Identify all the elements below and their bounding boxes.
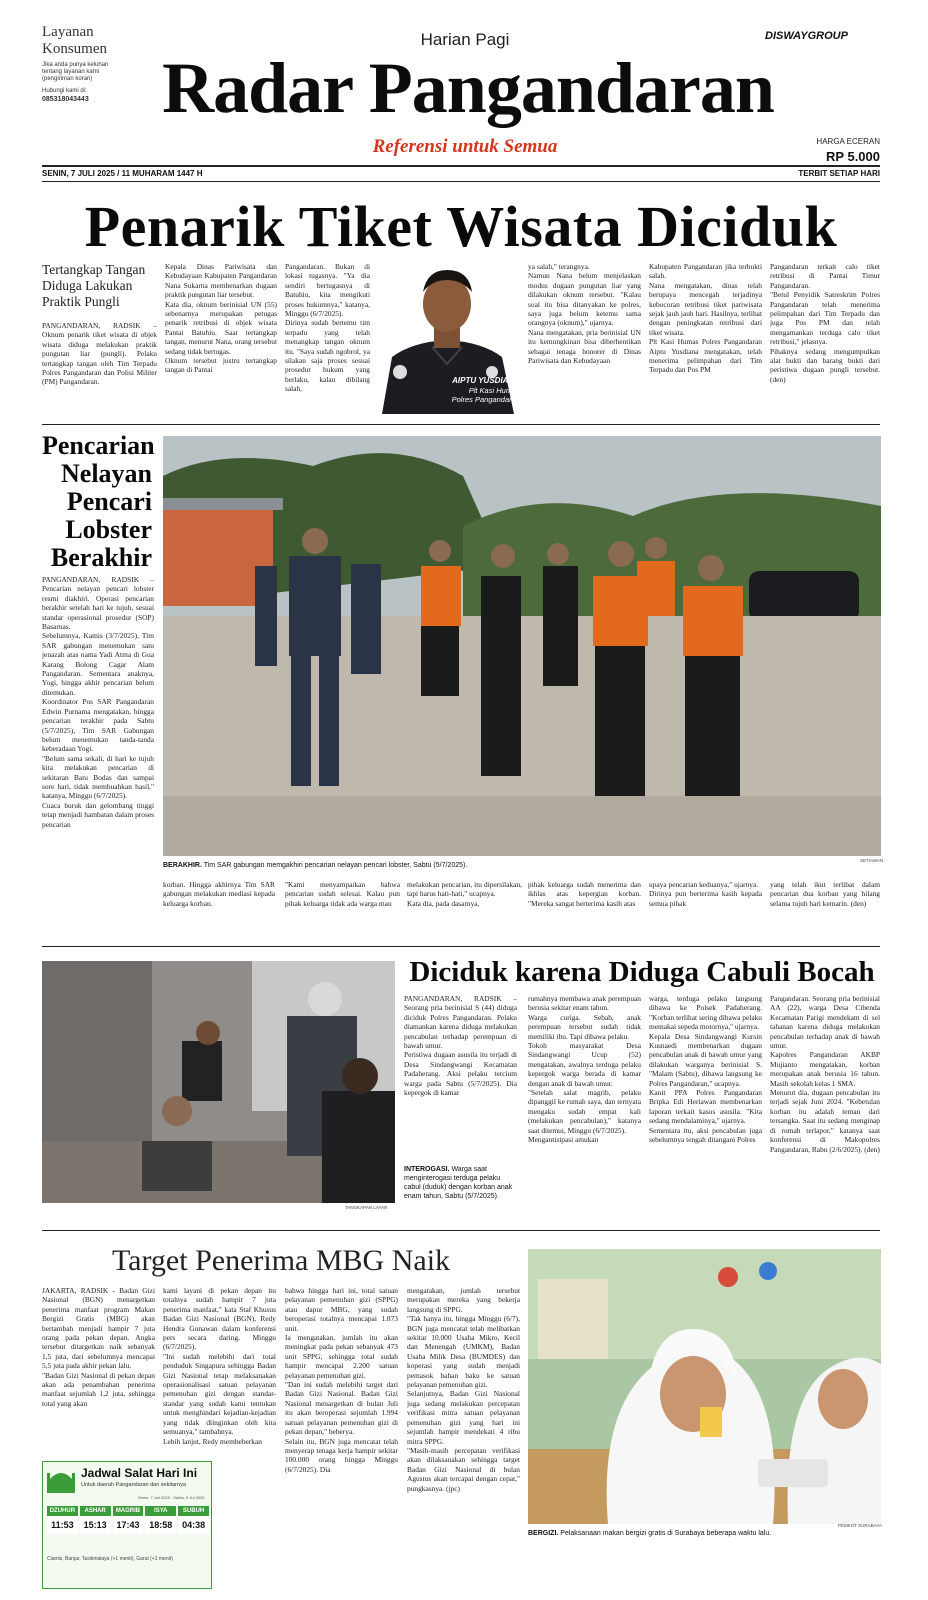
story4-mbg-photo (528, 1249, 881, 1524)
jadwal-slot-time: 15:13 (80, 1516, 111, 1534)
story3-caption-text: Warga saat menginterogasi terduga pelaku cabul (duduk) dengan korban anak enam tahun, Sabtu (5/7/2025). (404, 1166, 513, 1200)
masthead (0, 0, 928, 185)
disway-group-logo: DISWAYGROUP (765, 30, 848, 42)
story1-col6: Pangandaran terkait calo tiket retribusi di Pantai Timur Pangandaran. "Betul Penyidik Satreskrim Polres Pangandaran telah menerima pelimpahan dari Tim Terpadu dan juga Pos PM dan telah mengamankan terduga calo tiket retribusi," jelasnya. Pihaknya sedang mengumpulkan alat bukti dan barang bukti dari peristiwa dugaan pungli tersebut. (den) (770, 262, 880, 384)
story1-divider (42, 424, 880, 425)
story2-photo-credit: SETIAWAN (860, 858, 884, 863)
story4-col3: bahwa hingga hari ini, total satuan pelayanan pemenuhan gizi (SPPG) atau dapur MBG, yang sudah beroperasi totalnya mencapai 1.873 unit. Ia mengatakan, jumlah itu akan meningkat pada pekan sebanyak 473 unit SPPG, sehingga total sudah hampir mencapai 2.200 satuan pelayanan pemenuhan gizi. "Dan ini sudah melebihi target dari Badan Gizi Nasional. Badan Gizi Nasional menargetkan di bulan Juli itu akan beroperasi sejumlah 1.994 satuan pelayanan pemenuhan gizi di pekan depan," beberya. Selain itu, BGN juga mencatat telah menyerap tenaga kerja hampir sekitar 100.000 orang hingga Minggu (6/7/2025). Dia (285, 1286, 398, 1474)
story3-col4: Pangandaran. Seorang pria berinisial AA (22), warga Desa Cibenda Kecamatan Parigi mendekam di sel tahanan karena diduga melakukan pencabulan terhadap anak di bawah umur. Kapolres Pangandaran AKBP Mujianto mengatakan, korban merupakan anak berusia 16 tahun. Masih sekolah kelas 1 SMA. Menurut dia, dugaan pencabulan itu terjadi sejak Juni 2024. "Kebetulan korban itu adalah teman dari tersangka. Saat itu sedang menginap di rumah terlapor," katanya saat konferensi di Makopolres Pangandaran, Rabu (2/6/2025). (den) (770, 994, 880, 1154)
issue-date: SENIN, 7 JULI 2025 / 11 MUHARAM 1447 H (42, 169, 203, 178)
jadwal-slot-name: MAGRIB (113, 1506, 144, 1516)
date-rule (42, 181, 880, 182)
story4-headline: Target Penerima MBG Naik (111, 1244, 451, 1277)
jadwal-slot-time: 11:53 (47, 1516, 78, 1534)
photo-role: Plt Kasi Humas Polres Pangandaran (451, 386, 520, 404)
story1-portrait-photo (372, 262, 522, 414)
story2-col1: PANGANDARAN, RADSIK – Pencarian nelayan pencari lobster resmi diakhiri. Operasi pencarian berakhir setelah hari ke tujuh, sesuai standar operasional prosedur (SOP) Basarnas. Sebelumnya, Kamis (3/7/2025), Tim SAR gabungan menemukan satu jenazah atas nama Yadi Atma di Gua Karang Bolong Cagar Alam Pangandaran. Sementara anaknya, Yogi, hingga akhir pencarian belum ditemukan. Koordinator Pos SAR Pangandaran Edwin Purnama mengatakan, hingga pencarian terakhir pada Sabtu (5/7/2025), Tim SAR Gabungan belum menemukan tanda-tanda keberadaan Yogi. "Belum sama sekali, di hari ke tujuh kita melakukan pencarian di sekitaran Batu Bodas dan sampai sore hari, tidak membuahkan hasil," katanya, Minggu (6/7/2025). Cuaca buruk dan gelombang tinggi tetap menjadi hambatan dalam proses pencarian (42, 575, 154, 829)
jadwal-title: Jadwal Salat Hari Ini (81, 1466, 198, 1480)
story2-headline: Pencarian Nelayan Pencari Lobster Berakhir (42, 431, 155, 572)
harga-label: HARGA ECERAN (816, 137, 880, 146)
story2-col7: yang telah ikut terlibat dalam pencarian dua korban yang hilang selama tujuh hari kemarin. (den) (770, 880, 880, 908)
story3-headline: Diciduk karena Diduga Cabuli Bocah (409, 956, 875, 988)
story4-caption-label: BERGIZI. (528, 1530, 559, 1537)
story2-caption-text: Tim SAR gabungan memgakhiri pencarian nelayan pencari lobster, Sabtu (5/7/2025). (201, 862, 468, 869)
terbit-label: TERBIT SETIAP HARI (798, 169, 880, 178)
photo-name: AIPTU YUSDIANA (452, 376, 520, 385)
jadwal-slot-dzuhur (47, 1506, 78, 1550)
story3-divider (42, 1230, 880, 1231)
layanan-phone: 085318043443 (42, 96, 89, 103)
story1-col1: PANGANDARAN, RADSIK – Oknum penarik tiket wisata di objek wisata diduga melakukan praktik pungutan liar (pungli). Pelaku tertangkap tangan oleh Tim Terpadu Polres Pangandaran dan Polisi Militer (PM) Pangandaran. (42, 321, 157, 387)
layanan-note: Jika anda punya keluhan tentang layanan kami (pengiriman koran) (42, 62, 109, 82)
jadwal-slot-name: ASHAR (80, 1506, 111, 1516)
story2-col5: pihak keluarga sudah menerima dan ikhlas atas kepergian korban. "Mereka sangat berterima kasih atas (528, 880, 641, 908)
story3-photo-credit: TANGKAPAN LAYAR (345, 1205, 388, 1210)
jadwal-slot-subuh (178, 1506, 209, 1550)
story1-col5: Kabupaten Pangandaran jika terbukti salah. Nana mengatakan, dinas telah berupaya mencegah terjadinya kebocoran retribusi tiket pariwisata sejak jauh jauh hari. Hasilnya, terlihat dengan peningkatan retribusi dari tiket wisata. Plt Kasi Humas Polres Pangandaran Aiptu Yusdiana mengatakan, telah menerima pelimpahan dari Tim Terpadu dan Pos PM (649, 262, 762, 375)
layanan-konsumen: Layanan Konsumen (42, 24, 107, 57)
jadwal-date: Senin, 7 Juli 2025 - Sabtu, 5 Jul 2025 (138, 1495, 205, 1500)
story3-col2: rumahnya membawa anak perempuan berusia sekitar enam tahun. Warga curiga. Sebab, anak perempuan tersebut sudah tidak memiliki ibu. Tapi dibawa pelaku. Tokoh masyarakat Desa Sindangwangi Ucup (52) mengatakan, awalnya terduga pelaku kepergok warga berada di kamar dengan anak di bawah umur. "Setelah salat magrib, pelaku dipanggil ke rumah saya, dan ternyata mengaku sudah empat kali (melakukan pencabulan)," katanya saat ditemui, Minggu (6/7/2025). Mengantisipasi amukan (528, 994, 641, 1145)
story4-caption (528, 1529, 881, 1538)
masthead-tagline: Referensi untuk Semua (372, 136, 558, 157)
story3-col3: warga, terduga pelaku langsung dibawa ke Polsek Padaherang. "Korban terlihat sering dibawa pelaku memakai sepeda motornya," ujarnya. Kepala Desa Sindangwangi Kursin Kusnaedi membenarkan dugaan pencabulan anak di bawah umur yang dilakukan warganya berinisial S. "Malam (Sabtu), dibawa langsung ke Polres Pangandaran," ucapnya. Kanit PPA Polres Pangandaran Bripka Edi Heriawan membenarkan laporan terkait kasus asusila. "Kita sedang mendalaminya," ujarnya. Sementara itu, aksi pencabulan juga sebelumnya tengah ditangani Polres (649, 994, 762, 1145)
jadwal-slot-time: 04:38 (178, 1516, 209, 1534)
jadwal-slot-time: 18:58 (145, 1516, 176, 1534)
story4-photo-credit: PEMKOT SURABAYA (838, 1523, 883, 1528)
story4-col4: mengatakan, jumlah tersebut merupakan mereka yang bekerja langsung di SPPG. "Tak hanya itu, hingga Minggu (6/7), BGN juga mencatat telah melibatkan sekitar 10.000 Usaha Mikro, Kecil dan Menengah (UMKM), Badan Usaha Milik Desa (BUMDES) dan koperasi yang sudah menjadi pemasok bahan baku ke satuan pelayanan pemenuhan gizi. Selanjutnya, Badan Gizi Nasional juga sedang melakukan percepatan verifikasi mitra satuan pelayanan pemenuhan gizi yang hari ini sejumlah hampir mendekati 4 ribu mitra SPPG. "Masih-masih percepatan verifikasi akan dilaksanakan sehingga target Badan Gizi Nasional di bulan Agustus akan tercapai dengan cepat," pungkasnya. (jpc) (407, 1286, 520, 1493)
story1-headline: Penarik Tiket Wisata Diciduk (84, 194, 838, 259)
jadwal-salat-box (42, 1461, 212, 1589)
story2-col6: upaya pencarian keduanya," ujarnya. Dirinya pun berterima kasih kepada semua pihak (649, 880, 762, 908)
story1-col2: Kepala Dinas Pariwisata dan Kebudayaan Kabupaten Pangandaran Nana Sukarna membenarkan dugaan praktik pungutan liar tersebut. Kata dia, oknum berinisial UN (55) sebenarnya merupakan petugas penarik retribusi di objek wisata Pantai Batuhiu. Saat tertangkap tangan, menurut Nana, orang tersebut sedang tidak bertugas. Oknum tersebut justru tertangkap tangan di Pantai (165, 262, 277, 375)
jadwal-slot-isya (145, 1506, 176, 1550)
story3-caption (404, 1165, 517, 1201)
story1-col4: ya salah," terangnya. Namun Nana belum menjelaskan modus dugaan pungutan liar yang dilakukan oknum tersebut. "Kalau soal itu bisa ditanyakan ke polres, saya juga belum ketemu sama orangnya (oknum)," ujarnya. Nana mengatakan, pria berinisial UN itu kemungkinan bisa diberhentikan sebagai tenaga honorer di Dinas Pariwisata dan Kebudayaan (528, 262, 641, 366)
story2-col2: korban. Hingga akhirnya Tim SAR gabungan melakukan mediasi kepada keluarga korban. (163, 880, 275, 908)
masthead-title: Radar Pangandaran (162, 48, 774, 128)
jadwal-slot-name: ISYA (145, 1506, 176, 1516)
jadwal-slot-ashar (80, 1506, 111, 1550)
layanan-hubungi: Hubungi kami di: (42, 88, 87, 94)
story2-sar-photo (163, 436, 881, 856)
jadwal-times (47, 1506, 209, 1550)
jadwal-note: Ciamis, Banjar, Tasikmalaya (+1 menit), Garut (+1 menit) (47, 1556, 173, 1562)
masthead-kicker: Harian Pagi (420, 30, 510, 49)
story2-caption (163, 861, 813, 870)
story2-col3: "Kami menyampaikan bahwa pencarian sudah selesai. Kalau pun pihak keluarga tidak ada warga mau (285, 880, 400, 908)
harga-value: RP 5.000 (826, 149, 880, 164)
jadwal-slot-time: 17:43 (113, 1516, 144, 1534)
jadwal-slot-name: DZUHUR (47, 1506, 78, 1516)
story1-subhead: Tertangkap Tangan Diduga Lakukan Praktik Pungli (42, 262, 146, 309)
jadwal-slot-name: SUBUH (178, 1506, 209, 1516)
jadwal-subtitle: Untuk daerah Pangandaran dan sekitarnya (81, 1482, 186, 1488)
story2-caption-label: BERAKHIR. (163, 862, 202, 869)
story2-divider (42, 946, 880, 947)
story3-col1: PANGANDARAN, RADSIK – Seorang pria berinisial S (44) diduga diciduk Polres Pangandaran. Pelaku diamankan karena diduga melakukan pencabulan terhadap perempuan di bawah umur. Peristiwa dugaan asusila itu terjadi di Desa Sindangwangi Kecamatan Padaherang. Aksi pelaku tercium warga pada Sabtu (5/7/2025). Dia kepergok di kamar (404, 994, 517, 1098)
story3-caption-label: INTEROGASI. (404, 1166, 450, 1173)
story4-caption-text: Pelaksanaan makan bergizi gratis di Surabaya beberapa waktu lalu. (558, 1530, 772, 1537)
story2-col4: melakukan pencarian, itu dipersilakan, tapi harus hati-hati," ucapnya. Kata dia, pada dasarnya, (407, 880, 522, 908)
story1-col3: Pangandaran. Bukan di lokasi tugasnya. "Ya dia sendiri bertugasnya di Batuhiu, kita mengikuti proses hukumnya," katanya, Minggu (6/7/2025). Dirinya sudah bertemu tim terpadu yang telah menangkap tangan oknum itu. "Saya sudah ngobrol, ya silakan saja proses sesuai prosedur hukum yang berlaku, kalau dibilang salah, (285, 262, 370, 394)
story4-col1: JAKARTA, RADSIK - Badan Gizi Nasional (BGN) menargetkan penerima manfaat program Makan Bergizi Gratis (MBG) akan bertambah menjadi hampir 7 juta orang pada pekan depan. Angka tersebut ditargetkan naik sebanyak 1,5 juta, dari sebelumnya mencapai 5,5 juta pada akhir pekan lalu. "Badan Gizi Nasional di pekan depan akan ada penambahan penerima manfaat sejumlah 1,2 juta, sehingga total yang akan (42, 1286, 155, 1408)
story4-col2: kami layani di pekan depan itu totalnya sudah hampir 7 juta penerima manfaat," kata Staf Khusus Badan Gizi Nasional (BGN), Redy Hendra Gunawan dalam konferensi pers secara daring, Minggu (6/7/2025). "Ini sudah melebihi dari total penduduk Singapura sehingga Badan Gizi Nasional tetap melaksanakan operasionalisasi satuan pelayanan pemenuhan gizi dengan standar-standar yang sudah kami tentukan untuk menghindari kejadian-kejadian yang tidak diinginkan oleh kita semuanya," tambahnya. Lebih lanjut, Redy membeberkan (163, 1286, 276, 1446)
jadwal-slot-magrib (113, 1506, 144, 1550)
mosque-icon (46, 1465, 76, 1493)
masthead-rule (42, 165, 880, 167)
story3-interrogation-photo (42, 961, 395, 1203)
